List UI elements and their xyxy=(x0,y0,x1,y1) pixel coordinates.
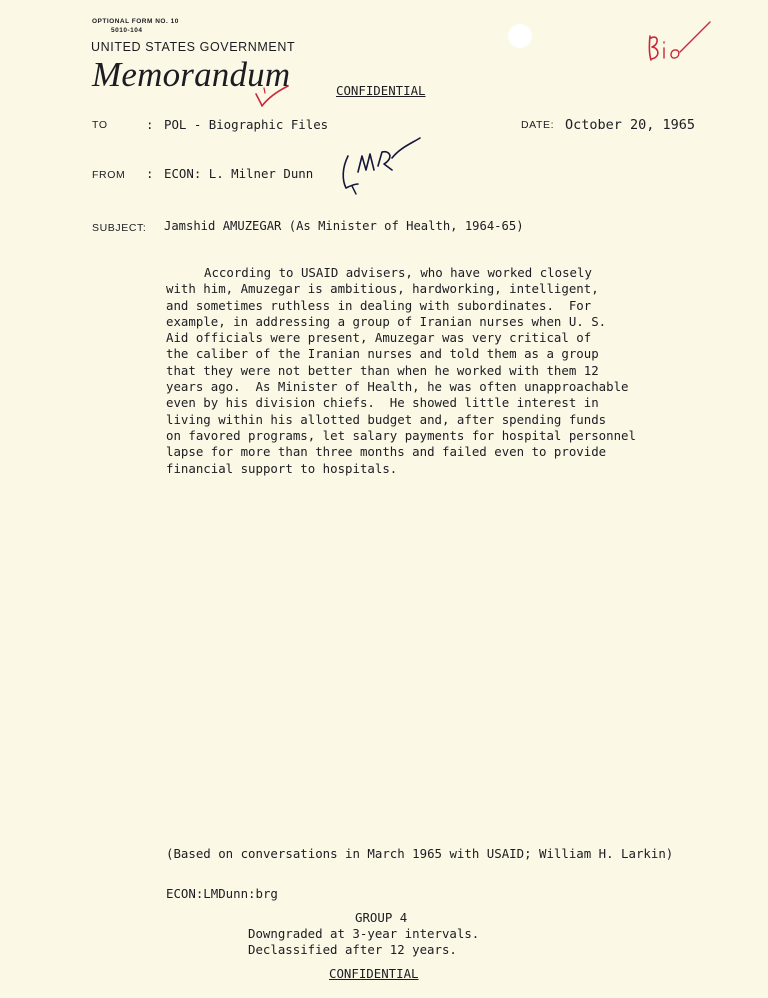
reference-initials: ECON:LMDunn:brg xyxy=(166,886,278,901)
to-colon: : xyxy=(146,117,154,132)
body-line: on favored programs, let salary payments for hospital personnel xyxy=(166,427,636,443)
body-line: According to USAID advisers, who have worked closely xyxy=(204,265,592,280)
check-mark xyxy=(252,84,292,114)
date-label: DATE: xyxy=(521,119,555,131)
form-number: OPTIONAL FORM NO. 10 xyxy=(92,18,179,25)
body-line: even by his division chiefs. He showed little interest in xyxy=(166,395,599,411)
downgrade-note: Downgraded at 3-year intervals. xyxy=(248,926,480,941)
handwritten-initials xyxy=(338,136,424,198)
from-value: ECON: L. Milner Dunn xyxy=(164,166,314,181)
body-line: years ago. As Minister of Health, he was often unapproachable xyxy=(166,379,629,395)
to-label: TO xyxy=(92,119,108,131)
group-designation: GROUP 4 xyxy=(355,910,408,925)
to-value: POL - Biographic Files xyxy=(164,117,329,132)
body-line: financial support to hospitals. xyxy=(166,460,398,476)
memo-body xyxy=(166,265,636,477)
declassify-note: Declassified after 12 years. xyxy=(248,942,457,957)
handwritten-bio-mark xyxy=(636,18,716,64)
subject-value: Jamshid AMUZEGAR (As Minister of Health, 1964-65) xyxy=(164,219,524,233)
source-note: (Based on conversations in March 1965 with USAID; William H. Larkin) xyxy=(166,846,674,861)
subject-label: SUBJECT: xyxy=(92,222,147,234)
body-line: the caliber of the Iranian nurses and told them as a group xyxy=(166,346,599,362)
body-line: example, in addressing a group of Iranian nurses when U. S. xyxy=(166,313,607,329)
from-colon: : xyxy=(146,166,154,181)
form-code: 5010-104 xyxy=(111,27,143,34)
body-line: with him, Amuzegar is ambitious, hardworking, intelligent, xyxy=(166,281,599,297)
memorandum-title: Memorandum xyxy=(92,55,291,94)
classification-bottom: CONFIDENTIAL xyxy=(329,966,419,981)
body-line: living within his allotted budget and, after spending funds xyxy=(166,411,607,427)
body-line: lapse for more than three months and failed even to provide xyxy=(166,444,607,460)
body-line: that they were not better than when he worked with them 12 xyxy=(166,362,599,378)
government-heading: UNITED STATES GOVERNMENT xyxy=(91,40,296,54)
classification-top: CONFIDENTIAL xyxy=(336,83,426,98)
from-label: FROM xyxy=(92,169,126,181)
date-value: October 20, 1965 xyxy=(565,117,696,133)
punch-hole xyxy=(508,24,532,48)
body-line: Aid officials were present, Amuzegar was very critical of xyxy=(166,330,592,346)
body-line: and sometimes ruthless in dealing with subordinates. For xyxy=(166,297,592,313)
